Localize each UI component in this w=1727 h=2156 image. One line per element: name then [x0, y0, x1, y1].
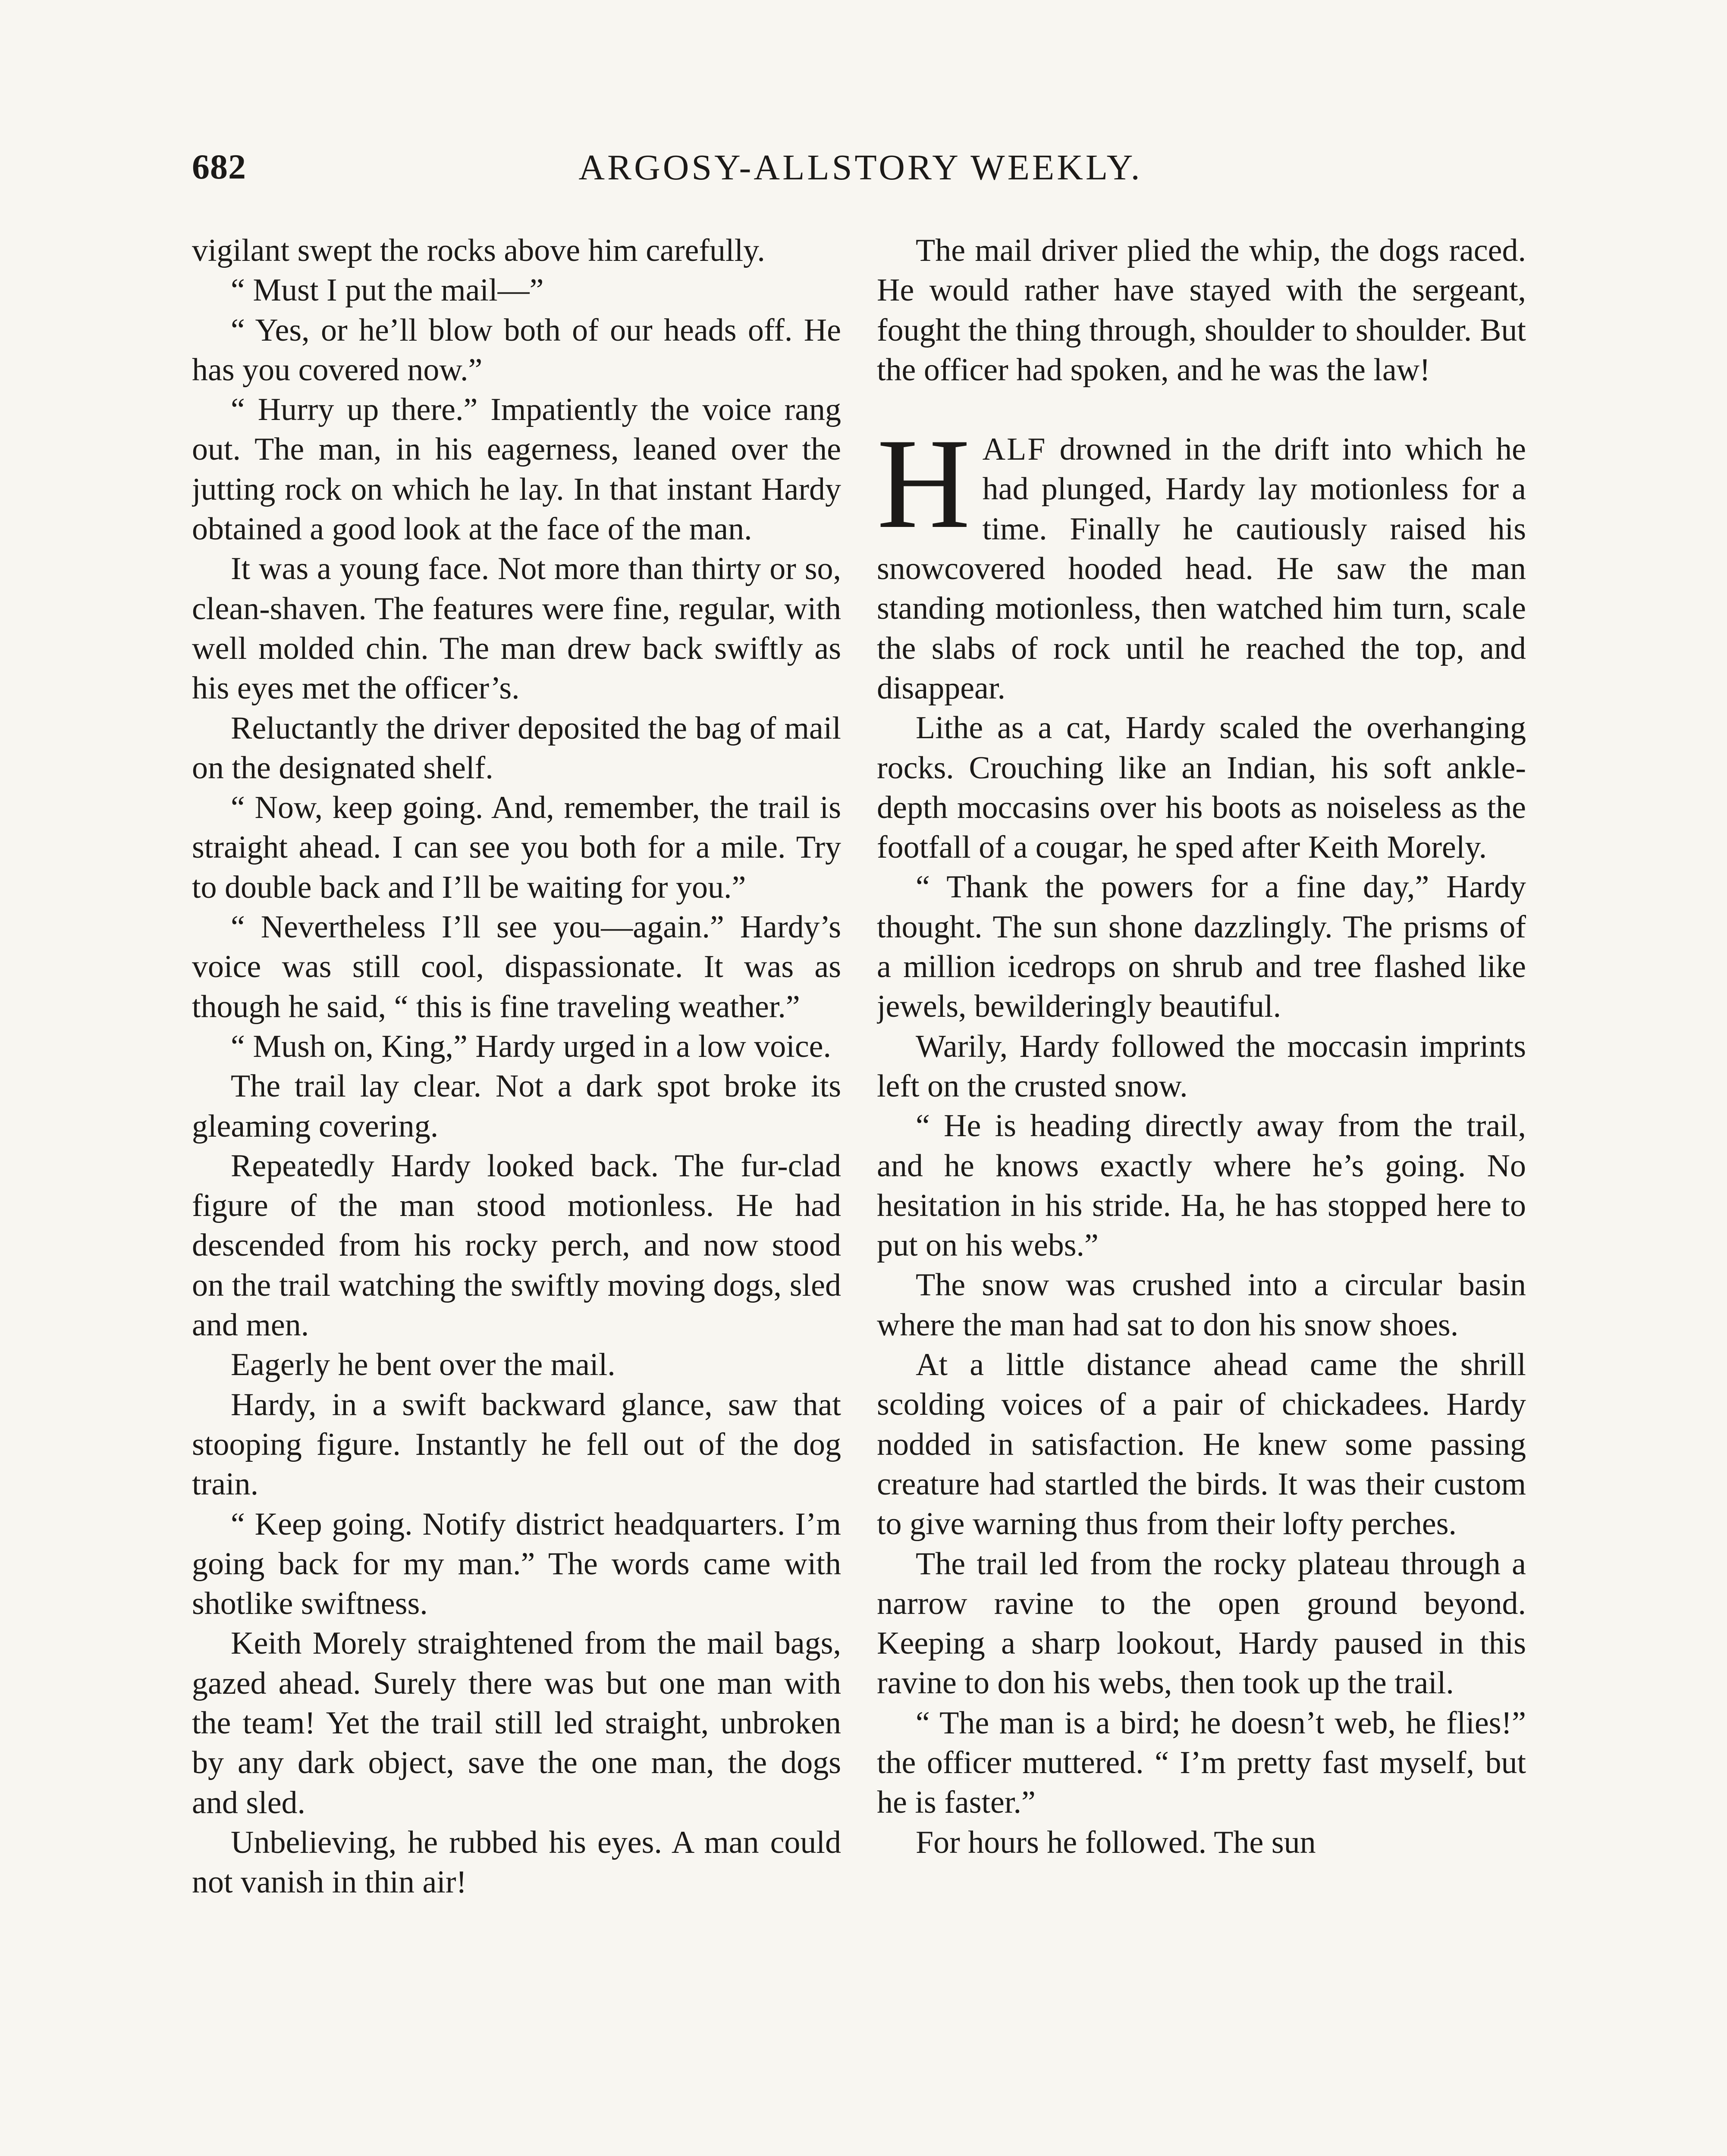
paragraph: “ He is heading directly away from the trail, and he knows exactly where he’s going. No hesitation in his stride. Ha, he has stopped here to put on his webs.”	[877, 1108, 1526, 1263]
right-column	[877, 231, 1526, 2156]
paragraph: Repeatedly Hardy looked back. The fur-clad figure of the man stood motionless. He had descended from his rocky perch, and now stood on the trail watching the swiftly moving dogs, sled and men.	[192, 1148, 841, 1343]
paragraph: “ Keep going. Notify district headquarters. I’m going back for my man.” The words came with shotlike swiftness.	[192, 1506, 841, 1622]
paragraph: “ Hurry up there.” Impatiently the voice rang out. The man, in his eagerness, leaned over the jutting rock on which he lay. In that instant Hardy obtained a good look at the face of the man.	[192, 392, 841, 547]
drop-cap-word-rest: ALF	[982, 432, 1047, 467]
paragraph: At a little distance ahead came the shrill scolding voices of a pair of chickadees. Hardy nodded in satisfaction. He knew some passing creature had startled the birds. It was their custom to give warning thus from their lofty perches.	[877, 1347, 1526, 1542]
paragraph: “ Now, keep going. And, remember, the trail is straight ahead. I can see you both for a mile. Try to double back and I’ll be waiting for you.”	[192, 790, 841, 905]
running-head: ARGOSY-ALLSTORY WEEKLY.	[578, 147, 1143, 188]
page-header	[192, 147, 1529, 203]
section-opening-text: drowned in the drift into which he had plunged, Hardy lay motionless for a time. Finally he cautiously raised his snowcovered hooded head. He saw the man standing motionless, then watched him turn, scale the slabs of rock until he reached the top, and disappear.	[877, 432, 1526, 706]
paragraph: The trail led from the rocky plateau through a narrow ravine to the open ground beyond. Keeping a sharp lookout, Hardy paused in this ravine to don his webs, then took up the trail.	[877, 1546, 1526, 1701]
paragraph: Keith Morely straightened from the mail bags, gazed ahead. Surely there was but one man with the team! Yet the trail still led straight, unbroken by any dark object, save the one man, the dogs and sled.	[192, 1626, 841, 1821]
paragraph: “ Thank the powers for a fine day,” Hardy thought. The sun shone dazzlingly. The prisms of a million icedrops on shrub and tree flashed like jewels, bewilderingly beautiful.	[877, 869, 1526, 1025]
paragraph: It was a young face. Not more than thirty or so, clean-shaven. The features were fine, regular, with well molded chin. The man drew back swiftly as his eyes met the officer’s.	[192, 551, 841, 706]
paragraph: For hours he followed. The sun	[916, 1824, 1316, 1860]
paragraph: The snow was crushed into a circular basin where the man had sat to don his snow shoes.	[877, 1267, 1526, 1343]
page-number: 682	[192, 147, 246, 186]
paragraph: Unbelieving, he rubbed his eyes. A man could not vanish in thin air!	[192, 1824, 841, 1900]
paragraph: The mail driver plied the whip, the dogs raced. He would rather have stayed with the sergeant, fought the thing through, shoulder to shoulder. But the officer had spoken, and he was the law!	[877, 233, 1526, 388]
paragraph: “ Mush on, King,” Hardy urged in a low voice.	[231, 1028, 832, 1064]
left-column	[192, 231, 841, 2156]
paragraph: Reluctantly the driver deposited the bag of mail on the designated shelf.	[192, 710, 841, 786]
paragraph: Lithe as a cat, Hardy scaled the overhanging rocks. Crouching like an Indian, his soft ankle-depth moccasins over his boots as noiseless as the footfall of a cougar, he sped after Keith Morely.	[877, 710, 1526, 865]
drop-cap: H	[877, 412, 970, 555]
paragraph: “ Nevertheless I’ll see you—again.” Hardy’s voice was still cool, dispassionate. It was as though he said, “ this is fine traveling weather.”	[192, 909, 841, 1025]
section-opening-paragraph	[877, 412, 1526, 708]
paragraph: “ Yes, or he’ll blow both of our heads off. He has you covered now.”	[192, 312, 841, 388]
paragraph: “ The man is a bird; he doesn’t web, he flies!” the officer muttered. “ I’m pretty fast myself, but he is faster.”	[877, 1705, 1526, 1821]
paragraph: vigilant swept the rocks above him carefully.	[192, 233, 765, 268]
paragraph: Warily, Hardy followed the moccasin imprints left on the crusted snow.	[877, 1028, 1526, 1104]
paragraph: The trail lay clear. Not a dark spot broke its gleaming covering.	[192, 1069, 841, 1144]
paragraph: “ Must I put the mail—”	[231, 273, 544, 308]
paragraph: Hardy, in a swift backward glance, saw that stooping figure. Instantly he fell out of the dog train.	[192, 1387, 841, 1502]
paragraph: Eagerly he bent over the mail.	[231, 1347, 615, 1383]
